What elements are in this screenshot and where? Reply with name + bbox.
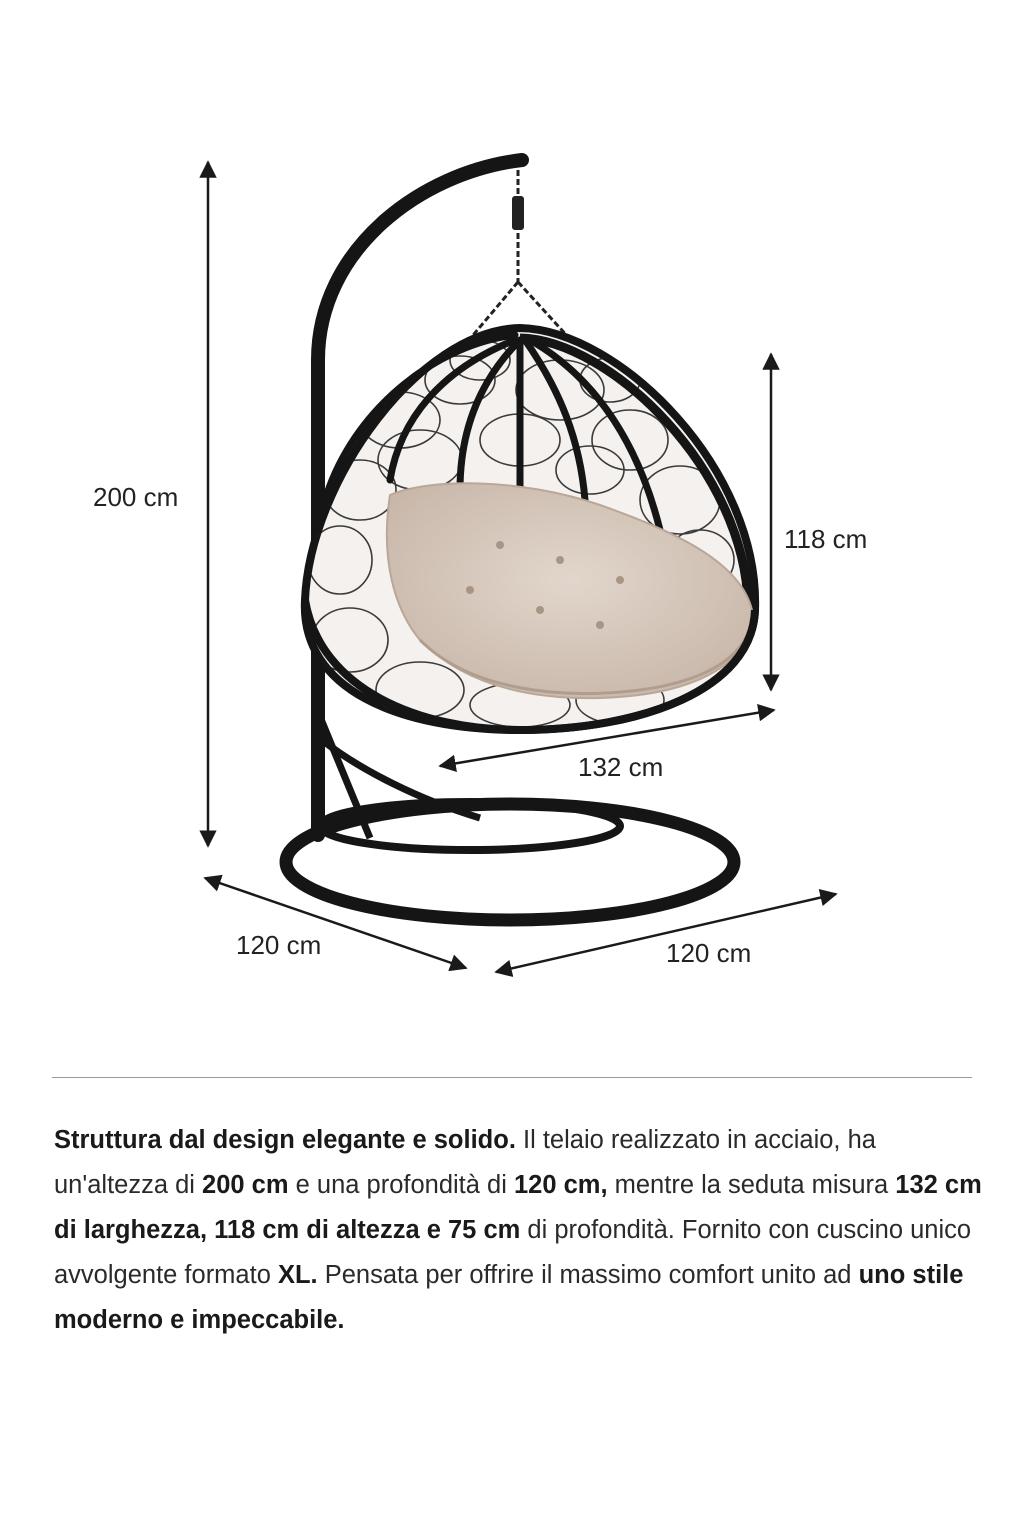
base-depth-label: 120 cm	[236, 930, 322, 960]
description-text: e una profondità di	[288, 1171, 514, 1199]
description-bold: XL.	[277, 1261, 318, 1289]
description-bold: Struttura dal design elegante e solido.	[54, 1126, 516, 1154]
description-bold: uno stile moderno e impeccabile.	[54, 1261, 964, 1334]
description-bold: 200 cm	[202, 1171, 289, 1199]
base-ring	[286, 712, 734, 920]
description-text: di profondità. Fornito con cuscino unico avvolgente formato	[54, 1216, 972, 1289]
product-description	[54, 1118, 984, 1343]
seat-width-label: 132 cm	[578, 752, 664, 782]
description-bold: 132 cm di larghezza, 118 cm di altezza e 75 cm	[54, 1171, 982, 1244]
description-text: mentre la seduta misura	[607, 1171, 896, 1199]
seat-height-label: 118 cm	[784, 524, 868, 554]
description-text: Pensata per offrire il massimo comfort unito ad	[317, 1261, 859, 1289]
divider	[52, 1077, 972, 1078]
total-height-label: 200 cm	[93, 482, 179, 512]
base-width-label: 120 cm	[666, 938, 752, 968]
description-text: Il telaio realizzato in acciaio, ha un'altezza di	[54, 1126, 876, 1199]
description-bold: 120 cm,	[513, 1171, 608, 1199]
